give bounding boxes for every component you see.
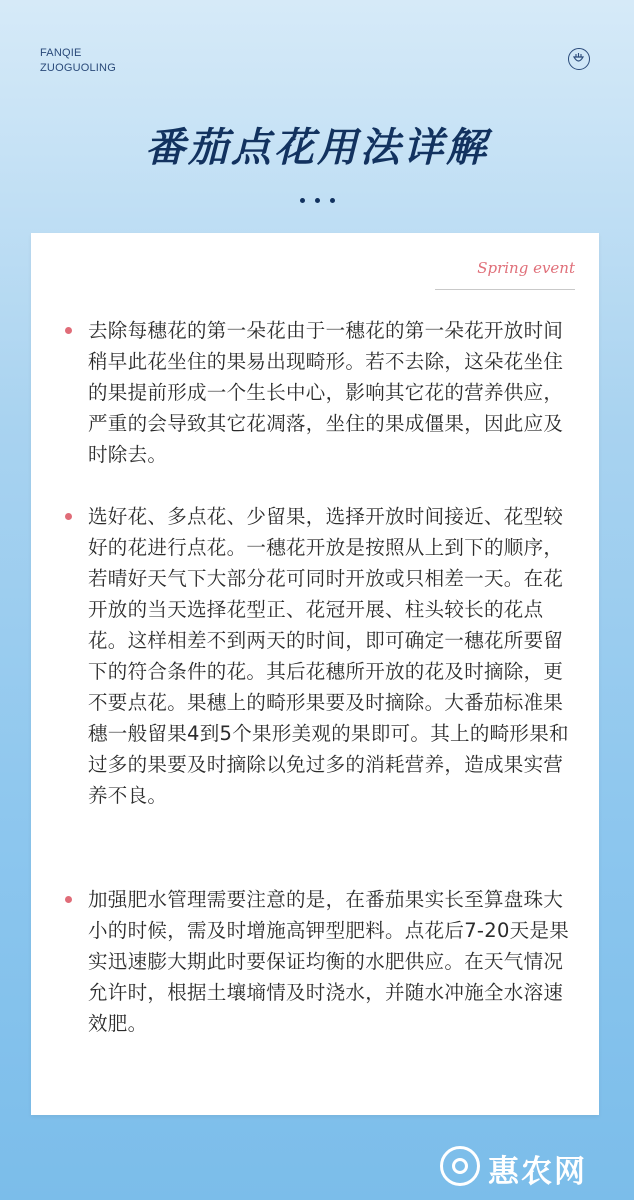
watermark-text: 惠农网: [488, 1154, 587, 1190]
bullet-dot: [65, 327, 72, 334]
paragraph-1: 去除每穗花的第一朵花由于一穗花的第一朵花开放时间稍早此花坐住的果易出现畸形。若不去除，这朵花坐住的果提前形成一个生长中心，影响其它花的营养供应，严重的会导致其它花凋落，坐住的果成僵果，因此应及时除去。: [88, 319, 564, 466]
brand-line-1: FANQIE: [40, 47, 82, 59]
card-tag: Spring event: [477, 259, 575, 277]
content-card: [31, 233, 599, 1115]
bullet-dot: [65, 896, 72, 903]
bullet-dot: [65, 513, 72, 520]
huinong-logo-icon: [440, 1146, 480, 1186]
page-title: 番茄点花用法详解: [145, 125, 489, 171]
paragraph-2: 选好花、多点花、少留果，选择开放时间接近、花型较好的花进行点花。一穗花开放是按照从上到下的顺序，若晴好天气下大部分花可同时开放或只相差一天。在花开放的当天选择花型正、花冠开展、柱头较长的花点花。这样相差不到两天的时间，即可确定一穗花所要留下的符合条件的花。其后花穗所开放的花及时摘除，更不要点花。果穗上的畸形果要及时摘除。大番茄标准果穗一般留果4到5个果形美观的果即可。其上的畸形果和过多的果要及时摘除以免过多的消耗营养，造成果实营养不良。: [88, 505, 569, 807]
tag-underline: [435, 289, 575, 290]
paragraph-3: 加强肥水管理需要注意的是，在番茄果实长至算盘珠大小的时候，需及时增施高钾型肥料。点花后7-20天是果实迅速膨大期此时要保证均衡的水肥供应。在天气情况允许时，根据土壤墒情及时浇水，并随水冲施全水溶速效肥。: [88, 888, 570, 1035]
title-dots: [0, 188, 634, 207]
watermark: [440, 1142, 620, 1192]
brand-name: [40, 46, 116, 76]
brand-line-2: ZUOGUOLING: [40, 62, 116, 74]
flower-cup-icon: [568, 48, 590, 70]
